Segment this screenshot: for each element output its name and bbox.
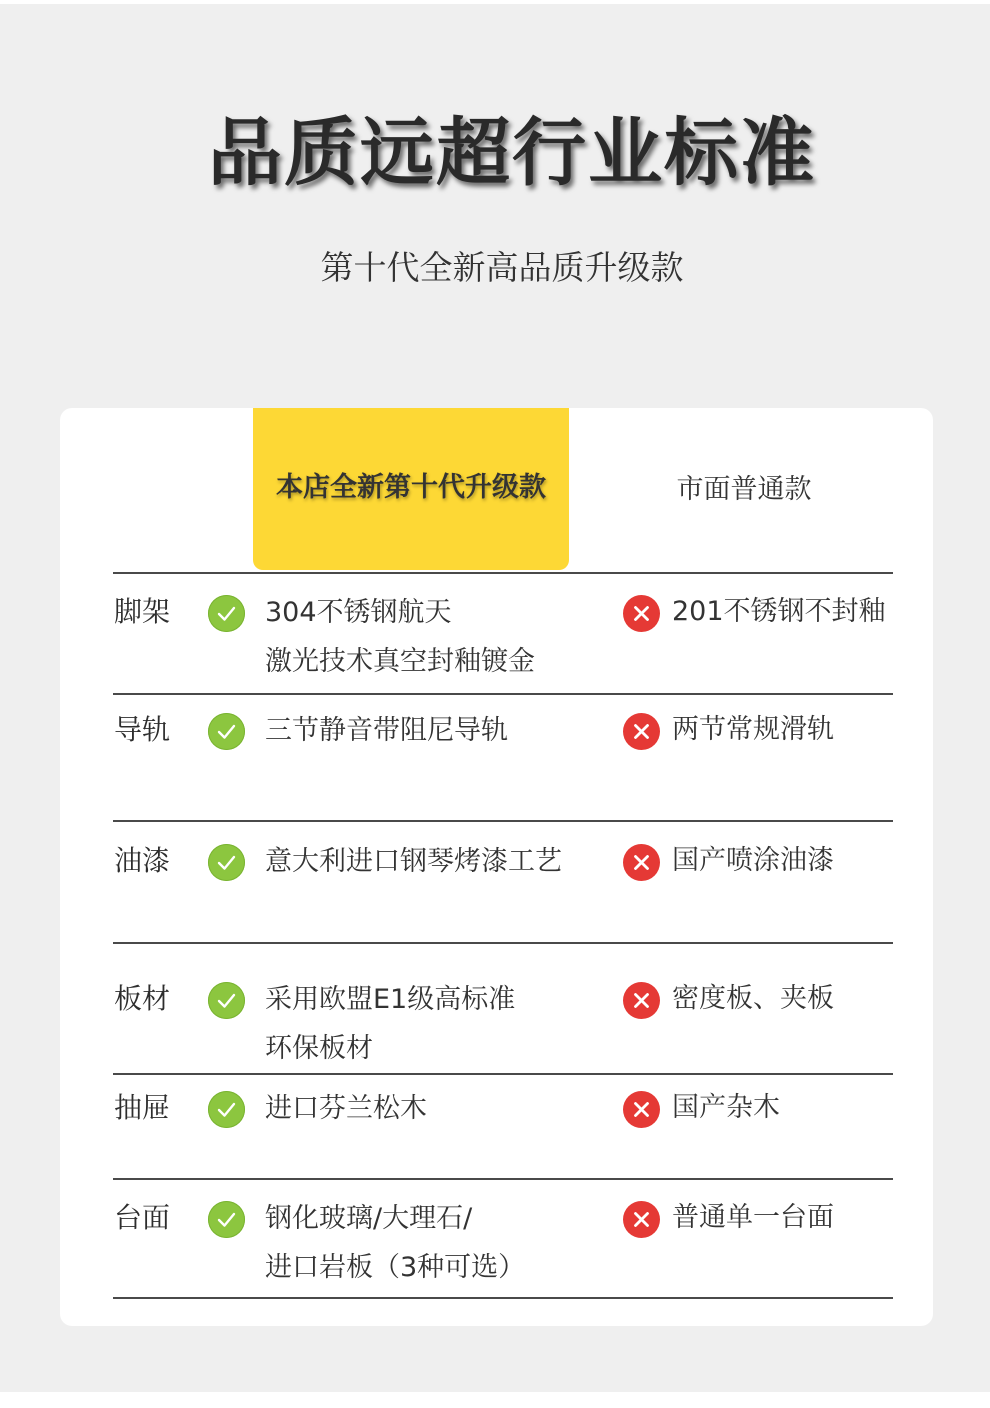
divider-line [113, 693, 893, 695]
page-headline: 品质远超行业标准 [208, 110, 816, 196]
market-feature: 两节常规滑轨 [672, 714, 834, 745]
market-feature: 国产杂木 [672, 1092, 780, 1123]
ours-feature-line1: 304不锈钢航天 [265, 597, 452, 628]
ours-feature-line1: 采用欧盟E1级高标准 [265, 984, 516, 1015]
x-circle-icon [623, 713, 660, 750]
market-feature: 密度板、夹板 [672, 983, 834, 1014]
ours-feature-line1: 三节静音带阻尼导轨 [265, 715, 508, 746]
header-ours: 本店全新第十代升级款 [276, 472, 546, 503]
check-circle-icon [208, 713, 245, 750]
row-label: 板材 [114, 982, 171, 1015]
divider-line [113, 820, 893, 822]
check-circle-icon [208, 595, 245, 632]
row-label: 脚架 [114, 595, 171, 628]
header-market: 市面普通款 [676, 474, 812, 505]
ours-feature [265, 1084, 427, 1133]
x-circle-icon [623, 595, 660, 632]
divider-line [113, 1297, 893, 1299]
ours-feature [265, 837, 562, 886]
check-circle-icon [208, 982, 245, 1019]
check-circle-icon [208, 1201, 245, 1238]
row-label: 台面 [114, 1201, 171, 1234]
market-feature: 201不锈钢不封釉 [672, 596, 886, 627]
ours-feature-line1: 意大利进口钢琴烤漆工艺 [265, 846, 562, 877]
divider-line [113, 572, 893, 574]
ours-feature-line2: 激光技术真空封釉镀金 [265, 646, 535, 677]
market-feature: 国产喷涂油漆 [672, 845, 834, 876]
row-label: 油漆 [114, 844, 171, 877]
row-label: 导轨 [114, 713, 171, 746]
ours-feature [265, 588, 535, 686]
ours-feature-line1: 钢化玻璃/大理石/ [265, 1203, 473, 1234]
divider-line [113, 1178, 893, 1180]
ours-feature-line2: 进口岩板（3种可选） [265, 1252, 526, 1283]
x-circle-icon [623, 1091, 660, 1128]
ours-feature [265, 975, 515, 1073]
x-circle-icon [623, 1201, 660, 1238]
divider-line [113, 942, 893, 944]
ours-feature-line2: 环保板材 [265, 1033, 373, 1064]
x-circle-icon [623, 844, 660, 881]
check-circle-icon [208, 1091, 245, 1128]
ours-feature [265, 1194, 525, 1292]
divider-line [113, 1073, 893, 1075]
row-label: 抽屉 [114, 1091, 171, 1124]
x-circle-icon [623, 982, 660, 1019]
check-circle-icon [208, 844, 245, 881]
ours-feature [265, 706, 508, 755]
page-subheadline: 第十代全新高品质升级款 [320, 248, 684, 287]
market-feature: 普通单一台面 [672, 1202, 834, 1233]
ours-feature-line1: 进口芬兰松木 [265, 1093, 427, 1124]
